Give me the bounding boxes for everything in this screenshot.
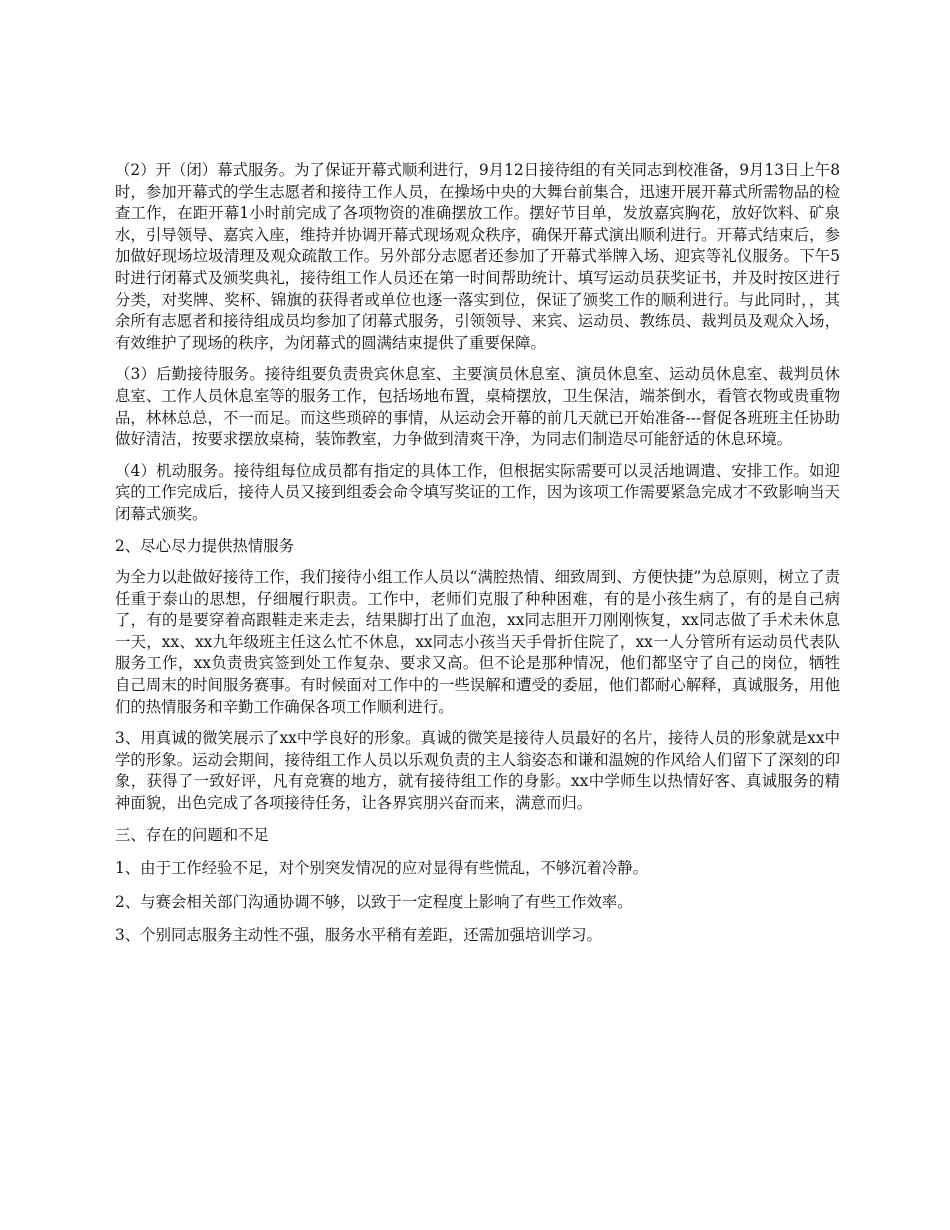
heading-enthusiastic-service: 2、尽心尽力提供热情服务: [115, 536, 295, 555]
paragraph-opening-closing-ceremony: （2）开（闭）幕式服务。为了保证开幕式顺利进行，9月12日接待组的有关同志到校准备，9月13日上午8时，参加开幕式的学生志愿者和接待工作人员，在操场中央的大舞台前集合，迅速开展开幕式所需物品的检查工作，在距开幕1小时前完成了各项物资的准确摆放工作。摆好节目单，发放嘉宾胸花，放好饮料、矿泉水，引导领导、嘉宾入座，维持并协调开幕式现场观众秩序，确保开幕式演出顺利进行。开幕式结束后，参加做好现场垃圾清理及观众疏散工作。另外部分志愿者还参加了开幕式举牌入场、迎宾等礼仪服务。下午5时进行闭幕式及颁奖典礼，接待组工作人员还在第一时间帮助统计、填写运动员获奖证书，并及时按区进行分类，对奖牌、奖杯、锦旗的获得者或单位也逐一落实到位，保证了颁奖工作的顺利进行。与此同时，，其余所有志愿者和接待组成员均参加了闭幕式服务，引领领导、来宾、运动员、教练员、裁判员及观众入场，有效维护了现场的秩序，为闭幕式的圆满结束提供了重要保障。: [115, 161, 840, 352]
list-item-problem-3: 3、个别同志服务主动性不强，服务水平稍有差距，还需加强培训学习。: [115, 926, 602, 945]
list-item-problem-1: 1、由于工作经验不足，对个别突发情况的应对显得有些慌乱，不够沉着冷静。: [115, 859, 649, 878]
list-item-problem-2: 2、与赛会相关部门沟通协调不够，以致于一定程度上影响了有些工作效率。: [115, 892, 633, 911]
paragraph-mobile-service: （4）机动服务。接待组每位成员都有指定的具体工作，但根据实际需要可以灵活地调遣、安排工作。如迎宾的工作完成后，接待人员又接到组委会命令填写奖证的工作，因为该项工作需要紧急完成才不致影响当天闭幕式颁奖。: [115, 461, 840, 523]
heading-problems: 三、存在的问题和不足: [115, 825, 269, 844]
paragraph-enthusiastic-service: 为全力以赴做好接待工作，我们接待小组工作人员以“满腔热情、细致周到、方便快捷”为总原则，树立了责任重于泰山的思想，仔细履行职责。工作中，老师们克服了种种困难，有的是小孩生病了，有的是自己病了，有的是要穿着高跟鞋走来走去，结果脚打出了血泡，xx同志胆开刀刚刚恢复，xx同志做了手术未休息一天，xx、xx九年级班主任这么忙不休息，xx同志小孩当天手骨折住院了，xx一人分管所有运动员代表队服务工作，xx负责贵宾签到处工作复杂、要求又高。但不论是那种情况，他们都坚守了自己的岗位，牺牲自己周末的时间服务赛事。有时候面对工作中的一些误解和遭受的委屈，他们都耐心解释，真诚服务，用他们的热情服务和辛勤工作确保各项工作顺利进行。: [115, 568, 840, 716]
paragraph-logistics-reception: （3）后勤接待服务。接待组要负责贵宾休息室、主要演员休息室、演员休息室、运动员休息室、裁判员休息室、工作人员休息室等的服务工作，包括场地布置，桌椅摆放，卫生保洁，端茶倒水，看管衣物或贵重物品，林林总总，不一而足。而这些琐碎的事情，从运动会开幕的前几天就已开始准备---督促各班班主任协助做好清洁，按要求摆放桌椅，装饰教室，力争做到清爽干净，为同志们制造尽可能舒适的休息环境。: [115, 365, 840, 449]
paragraph-sincere-smile: 3、用真诚的微笑展示了xx中学良好的形象。真诚的微笑是接待人员最好的名片，接待人员的形象就是xx中学的形象。运动会期间，接待组工作人员以乐观负责的主人翁姿态和谦和温婉的作风给人们留下了深刻的印象，获得了一致好评，凡有竞赛的地方，就有接待组工作的身影。xx中学师生以热情好客、真诚服务的精神面貌，出色完成了各项接待任务，让各界宾朋兴奋而来，满意而归。: [115, 729, 840, 813]
document-body: [115, 160, 840, 959]
